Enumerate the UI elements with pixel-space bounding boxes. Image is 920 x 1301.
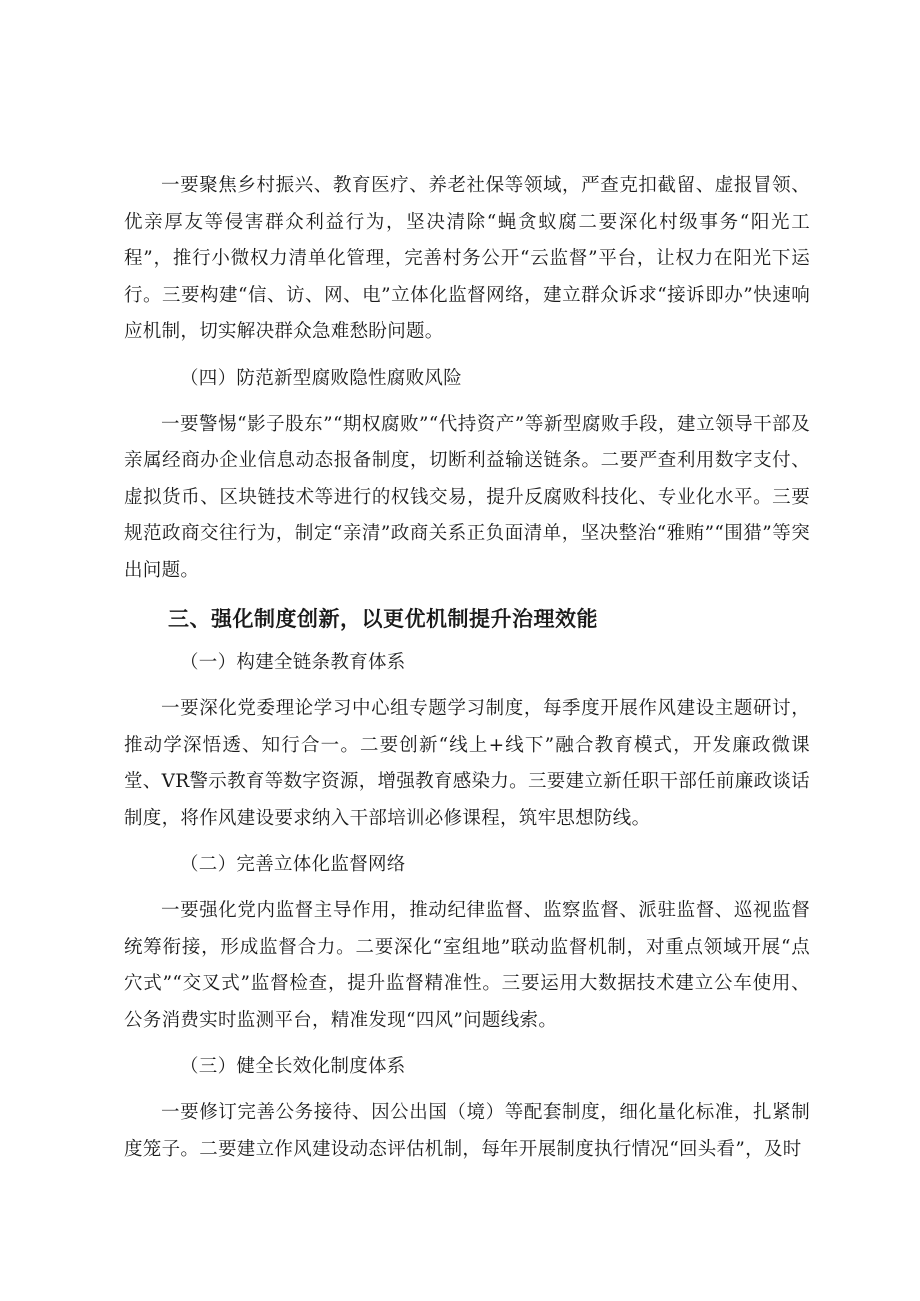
paragraph: 一要修订完善公务接待、因公出国（境）等配套制度，细化量化标准，扎紧制度笼子。二要建立作风建设动态评估机制，每年开展制度执行情况“回头看”，及时 xyxy=(124,1102,810,1160)
paragraph: 一要聚焦乡村振兴、教育医疗、养老社保等领域，严查克扣截留、虚报冒领、优亲厚友等侵害群众利益行为，坚决清除“蝇贪蚁腐二要深化村级事务“阳光工程”，推行小微权力清单化管理，完善村务公开“云监督”平台，让权力在阳光下运行。三要构建“信、访、网、电”立体化监督网络，建立群众诉求“接诉即办”快速响应机制，切实解决群众急难愁盼问题。 xyxy=(124,175,810,342)
section-heading-three: 三、强化制度创新，以更优机制提升治理效能 xyxy=(168,607,598,631)
paragraph: 一要深化党委理论学习中心组专题学习制度，每季度开展作风建设主题研讨，推动学深悟透、知行合一。二要创新“线上+线下”融合教育模式，开发廉政微课堂、VR警示教育等数字资源，增强教育感染力。三要建立新任职干部任前廉政谈话制度，将作风建设要求纳入干部培训必修课程，筑牢思想防线。 xyxy=(124,698,810,829)
document-body xyxy=(124,168,810,1178)
subheading-one: （一）构建全链条教育体系 xyxy=(180,652,406,673)
paragraph: 一要警惕“影子股东”“期权腐败”“代持资产”等新型腐败手段，建立领导干部及亲属经商办企业信息动态报备制度，切断利益输送链条。二要严查利用数字支付、虚拟货币、区块链技术等进行的权钱交易，提升反腐败科技化、专业化水平。三要规范政商交往行为，制定“亲清”政商关系正负面清单，坚决整治“雅贿”“围猎”等突出问题。 xyxy=(124,413,810,581)
subheading-two: （二）完善立体化监督网络 xyxy=(180,854,406,875)
subheading-four: （四）防范新型腐败隐性腐败风险 xyxy=(180,367,463,389)
paragraph: 一要强化党内监督主导作用，推动纪律监督、监察监督、派驻监督、巡视监督统筹衔接，形成监督合力。二要深化“室组地”联动监督机制，对重点领域开展“点穴式”“交叉式”监督检查，提升监督精准性。三要运用大数据技术建立公车使用、公务消费实时监测平台，精准发现“四风”问题线索。 xyxy=(124,900,810,1031)
subheading-three: （三）健全长效化制度体系 xyxy=(180,1056,406,1077)
